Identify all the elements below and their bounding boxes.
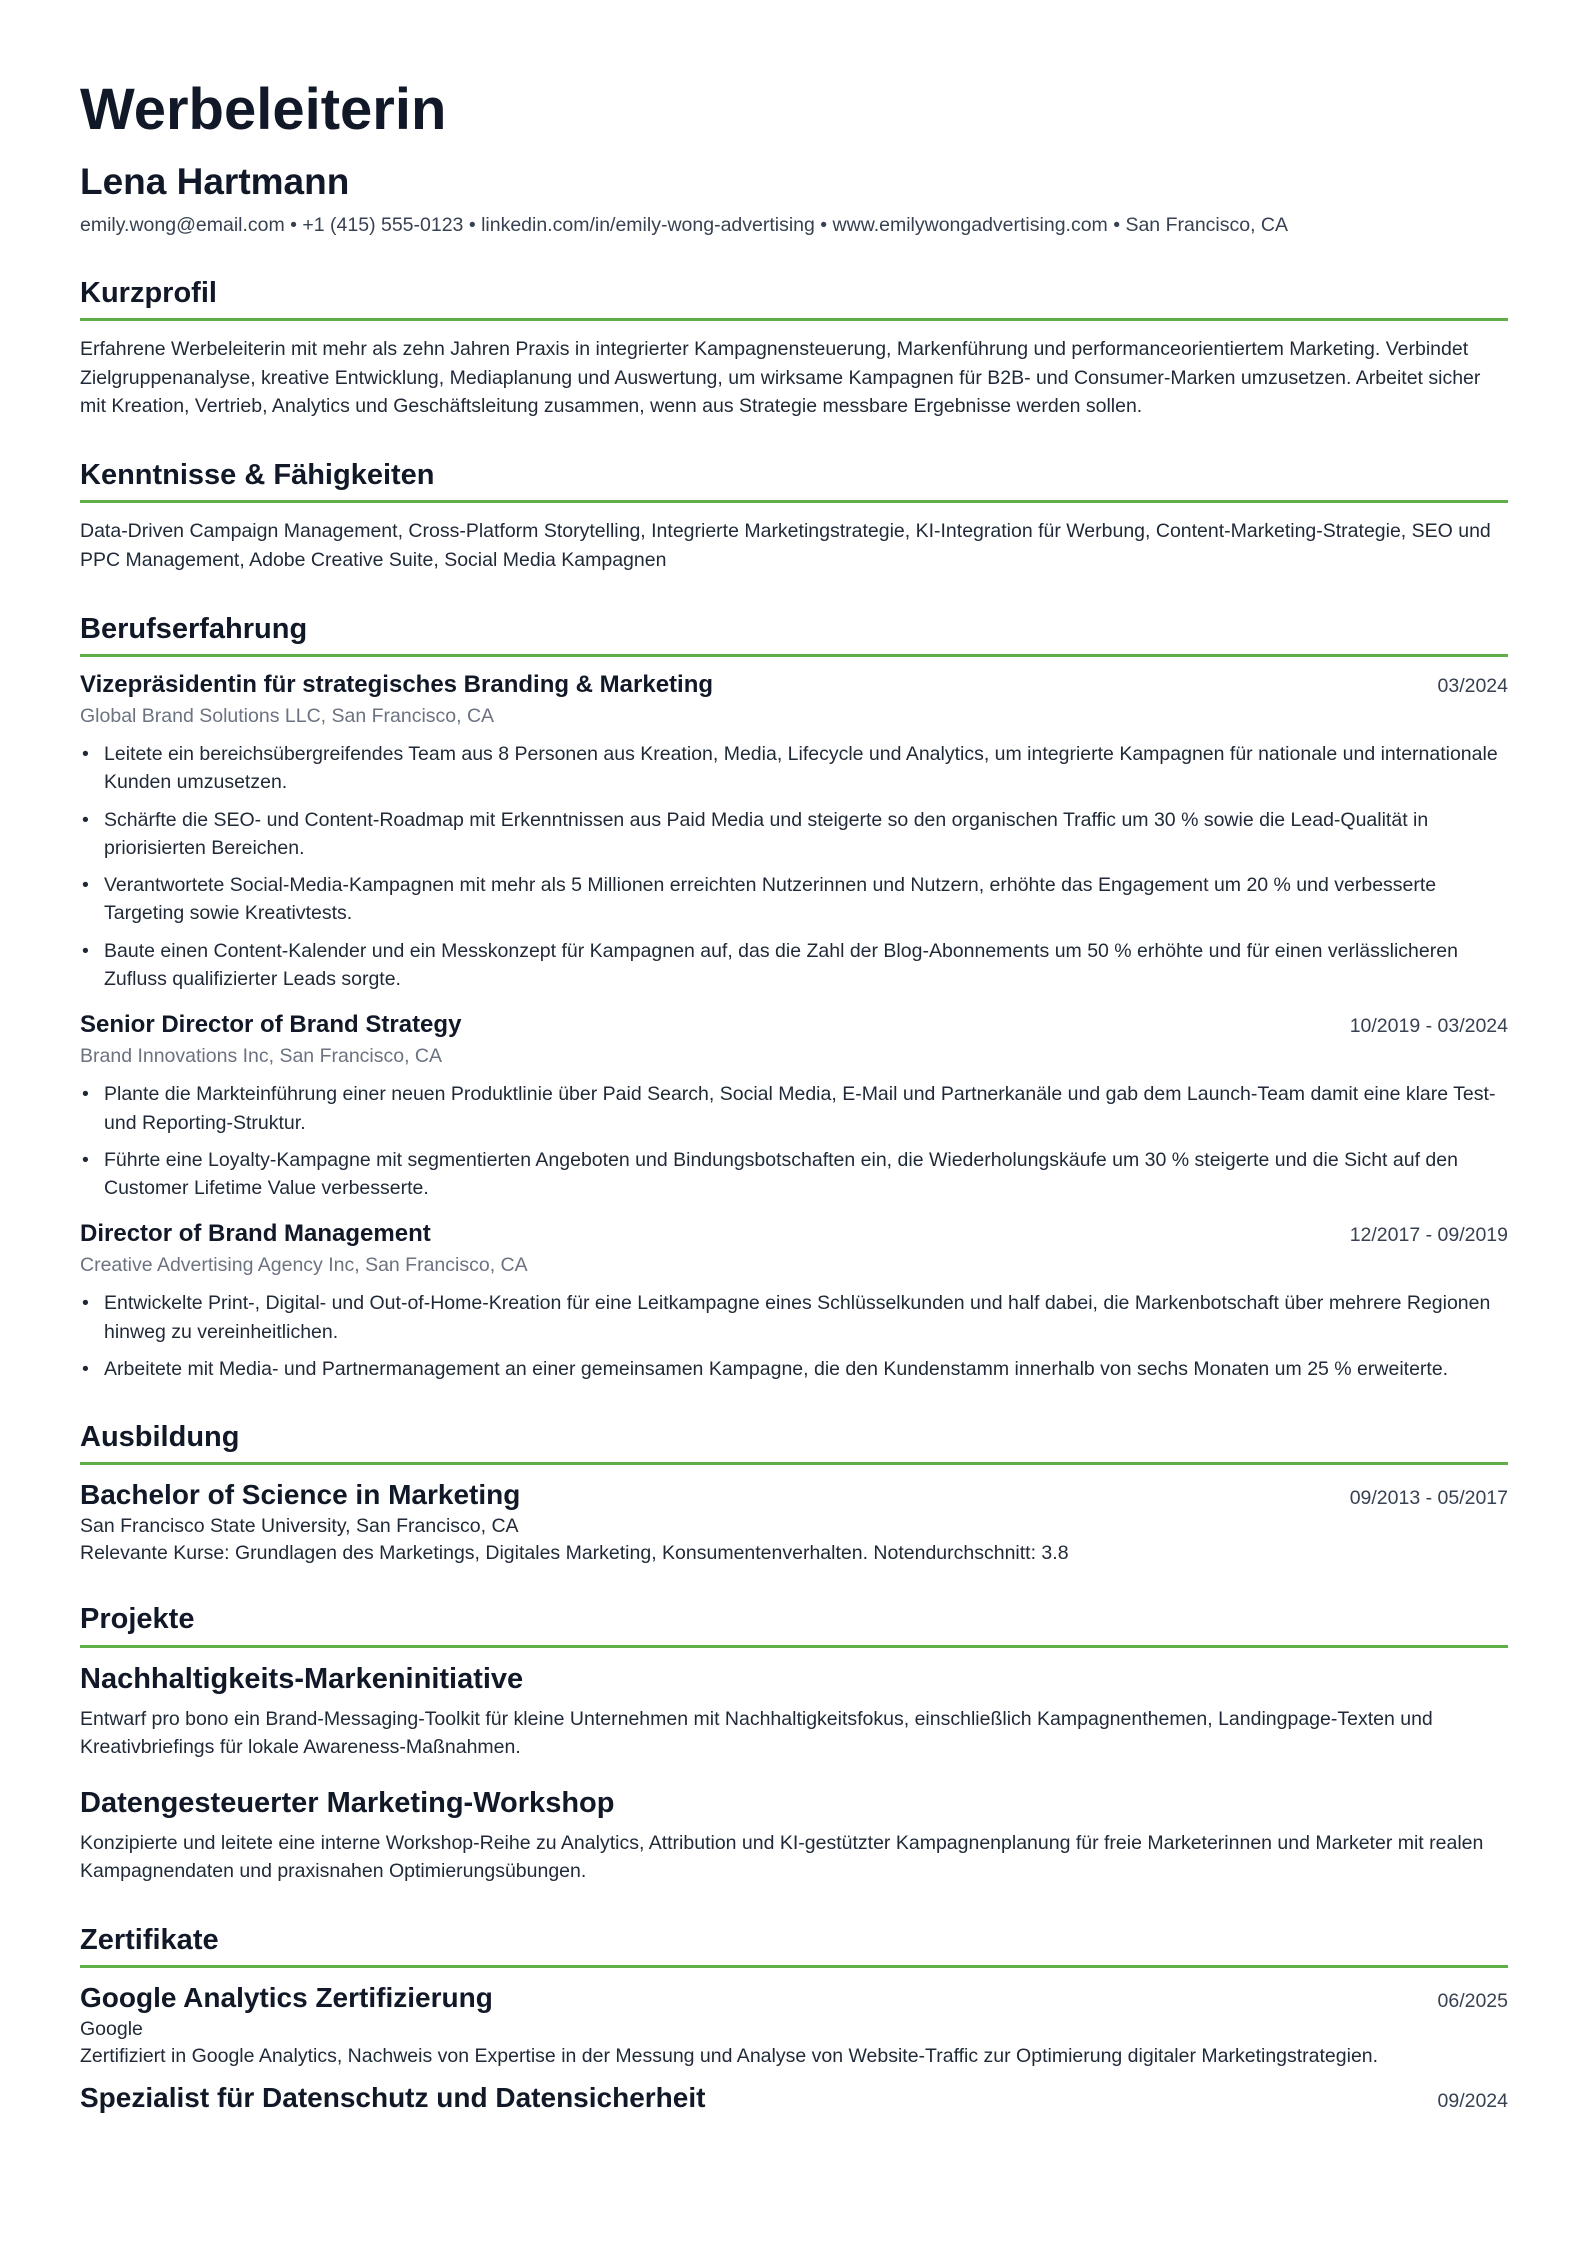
certificates-section (80, 1924, 1508, 2114)
section-heading-skills: Kenntnisse & Fähigkeiten (80, 459, 1508, 503)
job-date: 03/2024 (1437, 675, 1508, 698)
job-header (80, 1011, 1508, 1039)
document-title: Werbeleiterin (80, 77, 447, 142)
project-entry (80, 1786, 1508, 1886)
certificate-entry (80, 1982, 1508, 2068)
job-title: Vizepräsidentin für strategisches Branding & Marketing (80, 671, 714, 699)
education-header (80, 1479, 1508, 1511)
section-heading-education: Ausbildung (80, 1421, 1508, 1465)
certificate-issuer: Google (80, 2018, 143, 2041)
job-title: Director of Brand Management (80, 1220, 431, 1248)
profile-section (80, 277, 1508, 421)
job-bullet: • Leitete ein bereichsübergreifendes Team aus 8 Personen aus Kreation, Media, Lifecycle und Analytics, um integrierte Kampagnen für nationale und internationale Kunden umzusetzen. (104, 740, 1508, 797)
skills-text: Data-Driven Campaign Management, Cross-Platform Storytelling, Integrierte Marketingstrategie, KI-Integration für Werbung, Content-Marketing-Strategie, SEO und PPC Management, Adobe Creative Suite, Social Media Kampagnen (80, 520, 1491, 572)
section-heading-projects: Projekte (80, 1603, 1508, 1647)
certificate-date: 09/2024 (1437, 2090, 1508, 2113)
school-name: San Francisco State University, San Francisco, CA (80, 1515, 519, 1538)
certificate-title: Spezialist für Datenschutz und Datensicherheit (80, 2082, 706, 2114)
job-bullet: • Entwickelte Print-, Digital- und Out-of-Home-Kreation für eine Leitkampagne eines Schlüsselkunden und half dabei, die Markenbotschaft über mehrere Regionen hinweg zu vereinheitlichen. (104, 1289, 1508, 1346)
candidate-name: Lena Hartmann (80, 160, 350, 202)
section-heading-profile: Kurzprofil (80, 277, 1508, 321)
education-section (80, 1421, 1508, 1565)
job-bullets (80, 1289, 1508, 1383)
job-bullet: • Arbeitete mit Media- und Partnermanagement an einer gemeinsamen Kampagne, die den Kundenstamm innerhalb von sechs Monaten um 25 % erweiterte. (104, 1355, 1508, 1383)
job-bullet: • Baute einen Content-Kalender und ein Messkonzept für Kampagnen auf, das die Zahl der Blog-Abonnements um 50 % erhöhte und für einen verlässlicheren Zufluss qualifizierter Leads sorgte. (104, 937, 1508, 994)
project-text: Konzipierte und leitete eine interne Workshop-Reihe zu Analytics, Attribution und KI-gestützter Kampagnenplanung für freie Marketerinnen und Marketer mit realen Kampagnendaten und praxisnahen Optimierungsübungen. (80, 1831, 1484, 1883)
job-bullet: • Schärfte die SEO- und Content-Roadmap mit Erkenntnissen aus Paid Media und steigerte so den organischen Traffic um 30 % sowie die Lead-Qualität in priorisierten Bereichen. (104, 806, 1508, 863)
job-bullet: • Plante die Markteinführung einer neuen Produktlinie über Paid Search, Social Media, E-Mail und Partnerkanäle und gab dem Launch-Team damit eine klare Test- und Reporting-Struktur. (104, 1080, 1508, 1137)
job-entry (80, 671, 1508, 993)
job-header (80, 671, 1508, 699)
job-bullets (80, 1080, 1508, 1202)
project-entry (80, 1662, 1508, 1762)
certificate-date: 06/2025 (1437, 1990, 1508, 2013)
job-date: 12/2017 - 09/2019 (1349, 1224, 1508, 1247)
job-header (80, 1220, 1508, 1248)
experience-section (80, 613, 1508, 1383)
section-heading-certificates: Zertifikate (80, 1924, 1508, 1968)
project-text: Entwarf pro bono ein Brand-Messaging-Toolkit für kleine Unternehmen mit Nachhaltigkeitsfokus, einschließlich Kampagnenthemen, Landingpage-Texten und Kreativbriefings für lokale Awareness-Maßnahmen. (80, 1707, 1433, 1759)
education-date: 09/2013 - 05/2017 (1349, 1487, 1508, 1510)
job-bullets (80, 740, 1508, 993)
degree-title: Bachelor of Science in Marketing (80, 1479, 521, 1511)
job-bullet: • Führte eine Loyalty-Kampagne mit segmentierten Angeboten und Bindungsbotschaften ein, die Wiederholungskäufe um 30 % steigerte und die Sicht auf den Customer Lifetime Value verbesserte. (104, 1146, 1508, 1203)
certificate-header (80, 2082, 1508, 2114)
projects-section (80, 1603, 1508, 1886)
certificate-title: Google Analytics Zertifizierung (80, 1982, 493, 2014)
job-entry (80, 1011, 1508, 1202)
education-entry (80, 1479, 1508, 1565)
profile-text: Erfahrene Werbeleiterin mit mehr als zehn Jahren Praxis in integrierter Kampagnensteuerung, Markenführung und performanceorientiertem Marketing. Verbindet Zielgruppenanalyse, kreative Entwicklung, Mediaplanung und Auswertung, um wirksame Kampagnen für B2B- und Consumer-Marken umzusetzen. Arbeitet sicher mit Kreation, Vertrieb, Analytics und Geschäftsleitung zusammen, wenn aus Strategie messbare Ergebnisse werden sollen. (80, 338, 1481, 418)
job-entry (80, 1220, 1508, 1383)
job-title: Senior Director of Brand Strategy (80, 1011, 462, 1039)
job-company: Creative Advertising Agency Inc, San Francisco, CA (80, 1254, 528, 1277)
certificate-entry (80, 2082, 1508, 2114)
section-heading-experience: Berufserfahrung (80, 613, 1508, 657)
certificate-header (80, 1982, 1508, 2014)
project-title: Nachhaltigkeits-Markeninitiative (80, 1662, 524, 1695)
job-bullet: • Verantwortete Social-Media-Kampagnen mit mehr als 5 Millionen erreichten Nutzerinnen und Nutzern, erhöhte das Engagement um 20 % und verbesserte Targeting sowie Kreativtests. (104, 871, 1508, 928)
job-company: Global Brand Solutions LLC, San Francisco, CA (80, 705, 495, 728)
job-date: 10/2019 - 03/2024 (1349, 1015, 1508, 1038)
job-company: Brand Innovations Inc, San Francisco, CA (80, 1045, 443, 1068)
contact-line: emily.wong@email.com • +1 (415) 555-0123 • linkedin.com/in/emily-wong-advertising • www.emilywongadvertising.com • San Francisco, CA (80, 214, 1289, 237)
course-info: Relevante Kurse: Grundlagen des Marketings, Digitales Marketing, Konsumentenverhalten. Notendurchschnitt: 3.8 (80, 1542, 1069, 1565)
skills-section (80, 459, 1508, 575)
project-title: Datengesteuerter Marketing-Workshop (80, 1786, 615, 1819)
certificate-text: Zertifiziert in Google Analytics, Nachweis von Expertise in der Messung und Analyse von Website-Traffic zur Optimierung digitaler Marketingstrategien. (80, 2045, 1379, 2068)
